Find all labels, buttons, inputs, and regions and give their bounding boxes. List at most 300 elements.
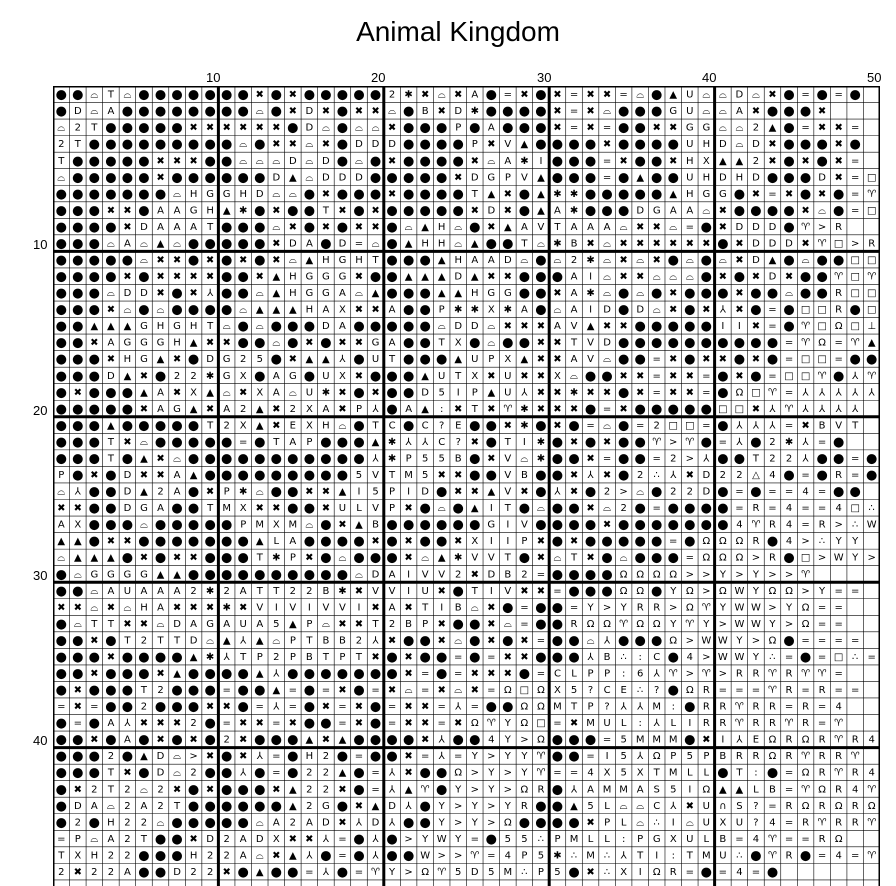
stitch-symbol: Y	[620, 602, 627, 614]
stitch-symbol: ●	[72, 186, 84, 202]
stitch-symbol: R	[520, 800, 528, 812]
stitch-symbol: R	[818, 734, 826, 746]
stitch-symbol: ●	[138, 203, 150, 219]
stitch-symbol: ●	[419, 170, 431, 186]
stitch-symbol: M	[569, 833, 579, 845]
stitch-symbol: ●	[419, 153, 431, 169]
stitch-symbol: =	[817, 618, 827, 630]
stitch-symbol: ∴	[818, 536, 826, 548]
stitch-symbol: ✖	[669, 370, 678, 382]
stitch-symbol: ●	[601, 567, 613, 583]
stitch-symbol: △	[752, 470, 760, 482]
stitch-symbol: ●	[535, 120, 547, 136]
stitch-symbol: ⌓	[106, 238, 115, 250]
stitch-symbol: 2	[769, 436, 776, 448]
stitch-symbol: =	[536, 668, 546, 680]
stitch-symbol: ⌓	[338, 420, 347, 432]
stitch-symbol: ✖	[602, 89, 612, 101]
stitch-symbol: ●	[684, 335, 696, 351]
stitch-symbol: B	[405, 618, 413, 630]
stitch-symbol: ●	[105, 219, 117, 235]
stitch-symbol: D	[454, 271, 463, 283]
stitch-symbol: ✖	[205, 751, 215, 763]
stitch-symbol: U	[338, 503, 347, 515]
stitch-symbol: ●	[287, 451, 299, 467]
stitch-symbol: ⅄	[868, 387, 875, 399]
stitch-symbol: ●	[584, 517, 597, 533]
stitch-symbol: ✖	[172, 354, 182, 366]
stitch-symbol: ✖	[272, 403, 281, 415]
stitch-symbol: B	[305, 651, 313, 663]
stitch-symbol: ●	[353, 451, 365, 467]
stitch-symbol: D	[173, 618, 181, 630]
stitch-symbol: G	[305, 288, 314, 300]
stitch-symbol: ⌓	[685, 254, 694, 266]
stitch-symbol: ●	[551, 501, 564, 517]
stitch-symbol: ⌓	[636, 254, 645, 266]
stitch-symbol: 2	[223, 850, 230, 862]
stitch-symbol: ●	[237, 798, 249, 814]
stitch-symbol: >	[404, 866, 413, 878]
stitch-symbol: ▲	[404, 271, 413, 283]
stitch-symbol: ▲	[470, 238, 479, 250]
stitch-symbol: 2	[306, 800, 313, 812]
stitch-symbol: ✖	[454, 403, 463, 415]
stitch-symbol: T	[322, 205, 329, 217]
stitch-symbol: ●	[667, 401, 679, 417]
stitch-symbol: Y	[819, 585, 826, 597]
stitch-symbol: ●	[651, 401, 663, 417]
stitch-symbol: A	[157, 602, 164, 614]
stitch-symbol: ✖	[272, 503, 281, 515]
stitch-symbol: ▲	[73, 536, 82, 548]
stitch-symbol: ●	[436, 666, 448, 682]
stitch-symbol: ⌓	[272, 155, 281, 167]
stitch-symbol: ⌓	[437, 503, 446, 515]
stitch-symbol: ●	[72, 468, 84, 484]
stitch-symbol: B	[454, 602, 462, 614]
stitch-symbol: ●	[171, 831, 183, 847]
stitch-symbol: D	[752, 221, 760, 233]
stitch-symbol: I	[357, 486, 361, 498]
stitch-symbol: ●	[88, 434, 101, 450]
stitch-symbol: =	[850, 470, 860, 482]
stitch-symbol: ⌓	[718, 122, 727, 134]
stitch-symbol: Ω	[719, 585, 727, 597]
stitch-symbol: G	[90, 569, 99, 581]
stitch-symbol: H	[239, 188, 247, 200]
stitch-symbol: ●	[204, 683, 216, 699]
stitch-symbol: R	[719, 718, 727, 730]
stitch-symbol: ▲	[421, 271, 430, 283]
stitch-symbol: ▲	[371, 800, 380, 812]
stitch-symbol: ✖	[239, 751, 248, 763]
stitch-symbol: D	[272, 172, 281, 184]
stitch-symbol: T	[372, 420, 379, 432]
stitch-symbol: >	[768, 569, 777, 581]
stitch-symbol: ⌓	[239, 155, 248, 167]
stitch-symbol: A	[388, 602, 396, 614]
stitch-symbol: Y	[504, 800, 511, 812]
stitch-symbol: Ω	[520, 701, 529, 713]
stitch-symbol: ●	[469, 418, 481, 434]
stitch-symbol: ✱	[387, 436, 397, 448]
stitch-symbol: P	[521, 536, 528, 548]
stitch-symbol: ●	[204, 534, 216, 550]
stitch-symbol: ●	[237, 567, 249, 583]
stitch-symbol: Ω	[636, 569, 644, 581]
stitch-symbol: ●	[105, 401, 117, 417]
stitch-symbol: R	[851, 800, 859, 812]
stitch-symbol: ⅄	[306, 850, 313, 862]
stitch-symbol: ●	[254, 798, 266, 814]
stitch-symbol: ▲	[719, 784, 727, 796]
stitch-symbol: R	[802, 701, 810, 713]
stitch-symbol: ⅄	[322, 866, 329, 878]
stitch-symbol: ♈	[867, 370, 877, 382]
stitch-symbol: V	[322, 602, 330, 614]
stitch-symbol: A	[140, 585, 148, 597]
stitch-symbol: =	[602, 172, 612, 184]
stitch-symbol: 2	[653, 420, 660, 432]
stitch-symbol: ⌓	[305, 172, 314, 184]
stitch-symbol: ⌓	[355, 155, 363, 167]
stitch-symbol: ✱	[553, 188, 562, 200]
stitch-symbol: >	[784, 618, 794, 630]
stitch-symbol: =	[784, 354, 794, 366]
stitch-symbol: X	[239, 370, 247, 382]
stitch-symbol: ●	[866, 468, 878, 484]
stitch-symbol: ●	[535, 302, 547, 318]
stitch-symbol: P	[587, 701, 594, 713]
stitch-symbol: □	[867, 254, 877, 266]
stitch-symbol: 2	[620, 503, 627, 515]
stitch-symbol: ▲	[421, 370, 430, 382]
stitch-symbol: ✖	[553, 122, 562, 134]
stitch-symbol: =	[801, 833, 810, 845]
stitch-symbol: ⅄	[372, 635, 379, 647]
stitch-symbol: ●	[105, 683, 117, 699]
stitch-symbol: A	[157, 387, 164, 399]
stitch-symbol: ⅄	[653, 668, 660, 680]
stitch-symbol: L	[620, 718, 627, 730]
stitch-symbol: P	[289, 651, 296, 663]
stitch-symbol: T	[107, 784, 114, 796]
stitch-symbol: D	[338, 238, 347, 250]
stitch-symbol: G	[173, 321, 181, 333]
stitch-symbol: P	[504, 172, 511, 184]
stitch-symbol: ✖	[139, 370, 149, 382]
stitch-symbol: =	[338, 718, 347, 730]
stitch-symbol: ●	[55, 683, 67, 699]
stitch-symbol: ●	[353, 87, 365, 103]
stitch-symbol: ●	[469, 517, 481, 533]
stitch-symbol: ?	[587, 685, 594, 697]
stitch-symbol: ●	[816, 87, 828, 103]
stitch-symbol: 5	[488, 866, 495, 878]
stitch-symbol: W	[717, 651, 728, 663]
stitch-symbol: H	[702, 172, 711, 184]
stitch-symbol: ●	[551, 468, 564, 484]
stitch-symbol: ∴	[769, 651, 776, 663]
stitch-symbol: 2	[570, 254, 578, 266]
stitch-symbol: ●	[419, 798, 431, 814]
stitch-symbol: ✖	[751, 403, 761, 415]
stitch-symbol: ●	[469, 616, 481, 632]
stitch-symbol: ✖	[487, 370, 496, 382]
stitch-symbol: I	[589, 271, 593, 283]
stitch-symbol: ●	[452, 153, 464, 169]
stitch-symbol: ●	[138, 666, 150, 682]
stitch-symbol: ●	[402, 848, 415, 864]
stitch-symbol: ●	[138, 534, 150, 550]
stitch-symbol: ✖	[106, 536, 116, 548]
stitch-symbol: ●	[799, 104, 812, 120]
stitch-symbol: ●	[617, 418, 630, 434]
stitch-symbol: ●	[121, 683, 134, 699]
stitch-symbol: ●	[187, 567, 200, 583]
stitch-symbol: ⌓	[239, 304, 248, 316]
stitch-symbol: ▲	[123, 321, 132, 333]
stitch-symbol: V	[372, 503, 379, 515]
stitch-symbol: S	[653, 784, 660, 796]
stitch-symbol: A	[289, 536, 297, 548]
stitch-symbol: ●	[700, 864, 713, 880]
stitch-symbol: P	[438, 304, 445, 316]
column-number: 50	[867, 70, 882, 85]
stitch-symbol: ●	[568, 749, 580, 765]
stitch-symbol: >	[702, 651, 711, 663]
stitch-symbol: ●	[634, 153, 646, 169]
stitch-symbol: ⅄	[670, 470, 677, 482]
stitch-symbol: ✖	[520, 486, 529, 498]
stitch-symbol: ∴	[636, 685, 644, 697]
stitch-symbol: ●	[584, 186, 597, 202]
stitch-symbol: ●	[684, 517, 696, 533]
stitch-symbol: ●	[419, 203, 431, 219]
stitch-symbol: ♈	[817, 668, 827, 680]
stitch-symbol: ●	[518, 815, 531, 831]
stitch-symbol: ●	[750, 368, 762, 384]
stitch-symbol: ●	[254, 170, 266, 186]
stitch-symbol: P	[670, 751, 677, 763]
stitch-symbol: I	[489, 503, 493, 515]
stitch-symbol: X	[239, 503, 247, 515]
stitch-symbol: T	[140, 833, 148, 845]
stitch-symbol: >	[685, 635, 694, 647]
stitch-symbol: P	[58, 470, 65, 482]
stitch-symbol: ●	[72, 219, 84, 235]
stitch-symbol: G	[189, 205, 198, 217]
stitch-symbol: ✖	[454, 718, 463, 730]
stitch-symbol: ●	[72, 765, 84, 781]
stitch-symbol: X	[471, 370, 479, 382]
stitch-symbol: Ω	[834, 800, 843, 812]
stitch-symbol: ●	[783, 120, 795, 136]
stitch-symbol: ♈	[685, 618, 695, 630]
stitch-symbol: ●	[551, 633, 564, 649]
stitch-symbol: ✖	[90, 734, 99, 746]
stitch-symbol: ●	[303, 699, 316, 715]
stitch-symbol: W	[734, 618, 745, 630]
stitch-symbol: =	[305, 866, 314, 878]
stitch-symbol: ●	[535, 418, 547, 434]
stitch-symbol: □	[800, 370, 811, 382]
stitch-symbol: =	[569, 602, 579, 614]
stitch-symbol: 4	[835, 850, 842, 862]
stitch-symbol: ●	[750, 848, 762, 864]
stitch-symbol: D	[768, 271, 777, 283]
stitch-symbol: ●	[220, 765, 233, 781]
stitch-symbol: ✖	[222, 701, 231, 713]
stitch-symbol: =	[371, 784, 380, 796]
stitch-symbol: T	[58, 155, 65, 167]
stitch-symbol: >	[454, 817, 463, 829]
stitch-symbol: ⅄	[736, 420, 743, 432]
stitch-symbol: ●	[55, 252, 67, 268]
stitch-symbol: ▲	[537, 172, 545, 184]
stitch-symbol: ✖	[305, 833, 314, 845]
stitch-symbol: C	[653, 651, 661, 663]
stitch-symbol: ●	[336, 219, 349, 235]
stitch-symbol: ✖	[487, 403, 496, 415]
stitch-symbol: ✖	[454, 470, 463, 482]
stitch-symbol: ●	[353, 186, 365, 202]
stitch-symbol: >	[801, 536, 810, 548]
stitch-symbol: ●	[849, 352, 861, 368]
stitch-symbol: G	[173, 403, 181, 415]
stitch-symbol: ●	[303, 534, 316, 550]
stitch-symbol: ▲	[189, 651, 198, 663]
stitch-symbol: ●	[369, 368, 382, 384]
stitch-symbol: D	[388, 139, 396, 151]
stitch-symbol: ✖	[586, 503, 595, 515]
stitch-symbol: ✖	[454, 172, 463, 184]
stitch-symbol: =	[685, 866, 694, 878]
stitch-symbol: ●	[270, 484, 282, 500]
stitch-symbol: ●	[584, 153, 597, 169]
stitch-symbol: ✖	[222, 122, 231, 134]
stitch-symbol: ●	[105, 699, 117, 715]
stitch-symbol: ⅄	[570, 784, 578, 796]
stitch-symbol: ●	[353, 550, 365, 566]
stitch-symbol: ✖	[652, 238, 661, 250]
stitch-symbol: ●	[436, 765, 448, 781]
stitch-symbol: ●	[55, 567, 67, 583]
stitch-symbol: ∴	[852, 519, 859, 531]
stitch-symbol: ⅄	[240, 767, 247, 779]
stitch-symbol: ●	[72, 732, 84, 748]
stitch-symbol: ●	[320, 517, 332, 533]
stitch-symbol: ▲	[735, 784, 744, 796]
stitch-symbol: ⌓	[603, 238, 612, 250]
stitch-symbol: ●	[336, 153, 349, 169]
stitch-symbol: T	[107, 453, 114, 465]
stitch-symbol: ●	[386, 517, 398, 533]
stitch-symbol: 2	[190, 718, 197, 730]
stitch-symbol: ✖	[751, 106, 761, 118]
stitch-symbol: R	[818, 685, 826, 697]
stitch-symbol: ●	[336, 451, 349, 467]
stitch-symbol: ●	[187, 484, 200, 500]
stitch-symbol: □	[800, 552, 811, 564]
stitch-symbol: ●	[452, 616, 464, 632]
stitch-symbol: ✖	[553, 337, 562, 349]
stitch-symbol: ●	[270, 104, 282, 120]
stitch-symbol: P	[537, 866, 544, 878]
stitch-symbol: ▲	[305, 254, 314, 266]
stitch-symbol: ●	[303, 501, 316, 517]
stitch-symbol: ▲	[437, 271, 446, 283]
stitch-symbol: ▲	[421, 403, 430, 415]
stitch-symbol: ✖	[387, 635, 397, 647]
stitch-symbol: 2	[603, 486, 611, 498]
stitch-symbol: ✖	[602, 387, 612, 399]
stitch-symbol: ●	[551, 269, 564, 285]
stitch-symbol: ▲	[437, 552, 446, 564]
stitch-symbol: W	[717, 635, 728, 647]
stitch-symbol: 2	[785, 453, 793, 465]
stitch-symbol: >	[669, 602, 678, 614]
stitch-symbol: ●	[72, 666, 84, 682]
stitch-symbol: ●	[88, 815, 101, 831]
stitch-symbol: A	[570, 271, 578, 283]
stitch-symbol: ●	[303, 87, 316, 103]
stitch-symbol: ✖	[553, 89, 562, 101]
stitch-symbol: ♈	[619, 618, 629, 630]
stitch-symbol: A	[405, 403, 413, 415]
stitch-symbol: D	[189, 635, 198, 647]
stitch-symbol: ▲	[338, 767, 347, 779]
stitch-symbol: 2	[322, 784, 330, 796]
stitch-symbol: ●	[717, 335, 729, 351]
stitch-symbol: 2	[91, 866, 98, 878]
stitch-symbol: ●	[287, 864, 299, 880]
stitch-symbol: ✱	[470, 304, 479, 316]
stitch-symbol: ⅄	[322, 833, 329, 845]
stitch-symbol: ●	[816, 269, 828, 285]
stitch-symbol: ●	[436, 517, 448, 533]
stitch-symbol: =	[470, 833, 479, 845]
stitch-symbol: ●	[551, 749, 564, 765]
stitch-symbol: ●	[154, 649, 167, 665]
stitch-symbol: ⌓	[156, 304, 165, 316]
stitch-symbol: ●	[419, 319, 431, 335]
stitch-symbol: T	[438, 337, 445, 349]
stitch-symbol: P	[240, 519, 247, 531]
stitch-symbol: T	[554, 221, 561, 233]
stitch-symbol: ♈	[801, 221, 811, 233]
stitch-symbol: ●	[518, 120, 531, 136]
stitch-symbol: ⌓	[603, 271, 612, 283]
stitch-symbol: D	[140, 221, 148, 233]
stitch-symbol: =	[272, 767, 281, 779]
stitch-symbol: ✖	[470, 685, 479, 697]
stitch-symbol: ⅄	[389, 767, 396, 779]
cross-stitch-chart-grid	[53, 86, 880, 886]
stitch-symbol: ✖	[139, 470, 149, 482]
stitch-symbol: ✱	[536, 436, 546, 448]
stitch-symbol: Ω	[669, 635, 678, 647]
stitch-symbol: ●	[601, 534, 613, 550]
stitch-symbol: ▲	[487, 387, 496, 399]
stitch-symbol: X	[603, 767, 611, 779]
stitch-symbol: D	[255, 188, 264, 200]
stitch-symbol: =	[801, 122, 810, 134]
stitch-symbol: ✱	[239, 486, 248, 498]
stitch-symbol: ✖	[156, 453, 165, 465]
stitch-symbol: :	[638, 651, 642, 663]
